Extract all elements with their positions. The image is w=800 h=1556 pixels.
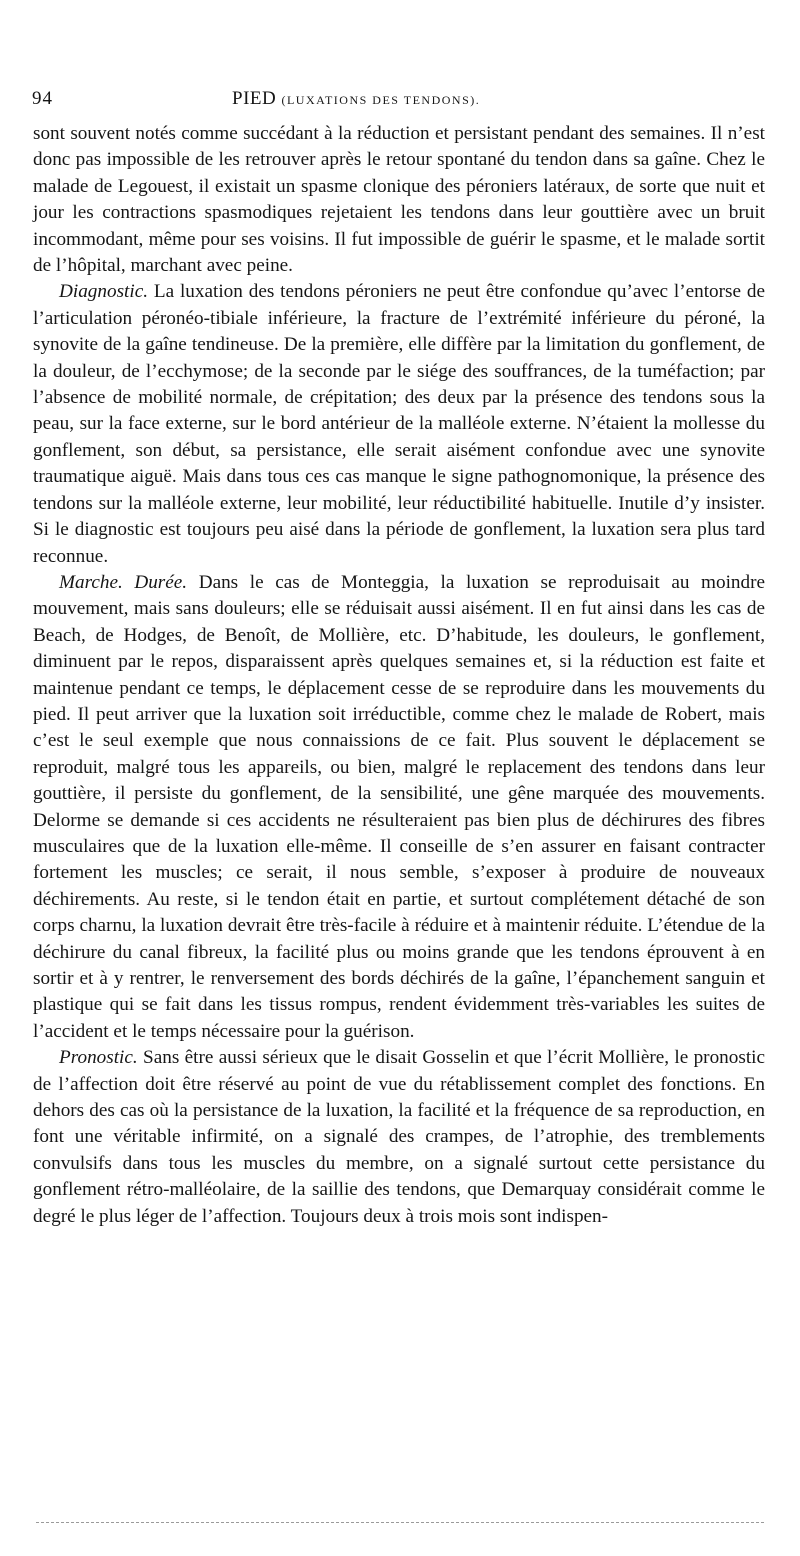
section-heading-diagnostic: Diagnostic.	[59, 281, 149, 303]
paragraph-text: sont souvent notés comme succédant à la réduction et persistant pendant des semaines. Il n’est donc pas impossible de les retrouver après le retour spontané du tendon dans sa gaîne. Chez le malade de Legouest, il existait un spasme clonique des péroniers latéraux, de sorte que nuit et jour les contractions spasmodiques rejetaient les tendons dans leur gouttière avec un bruit incommodant, même pour ses voisins. Il fut impossible de guérir le spasme, et le malade sortit de l’hôpital, marchant avec peine.	[33, 123, 765, 277]
body-text	[33, 121, 765, 1230]
paragraph-text: Sans être aussi sérieux que le disait Gosselin et que l’écrit Mollière, le pronostic de l’affection doit être réservé au point de vue du rétablissement complet des fonctions. En dehors des cas où la persistance de la luxation, la facilité et la fréquence de sa reproduction, en font une véritable infirmité, on a signalé des crampes, de l’atrophie, des tremblements convulsifs dans tous les muscles du membre, on a signalé surtout cette persistance du gonflement rétro-malléolaire, de la saillie des tendons, que Demarquay considérait comme le degré le plus léger de l’affection. Toujours deux à trois mois sont indispen-	[33, 1047, 765, 1227]
page-number: 94	[32, 88, 53, 109]
paragraph-text: Dans le cas de Monteggia, la luxation se reproduisait au moindre mouvement, mais sans douleurs; elle se réduisait aussi aisément. Il en fut ainsi dans les cas de Beach, de Hodges, de Benoît, de Mollière, etc. D’habitude, les douleurs, le gonflement, diminuent par le repos, disparaissent après quelques semaines et, si la réduction est faite et maintenue pendant ce temps, le déplacement cesse de se reproduire dans les mouvements du pied. Il peut arriver que la luxation soit irréductible, comme chez le malade de Robert, mais c’est le seul exemple que nous connaissions de ce fait. Plus souvent le déplacement se reproduit, malgré tous les appareils, ou bien, malgré le replacement des tendons dans leur gouttière, il persiste du gonflement, de la sensibilité, une gêne marquée des mouvements. Delorme se demande si ces accidents ne résulteraient pas bien plus de déchirures des fibres musculaires que de la luxation elle-même. Il conseille de s’en assurer en faisant contracter fortement les muscles; ce serait, il nous semble, s’exposer à produire de nouveaux déchirements. Au reste, si le tendon était en partie, et surtout complétement détaché de son corps charnu, la luxation devrait être très-facile à réduire et à maintenir réduite. L’étendue de la déchirure du canal fibreux, la facilité plus ou moins grande que les tendons éprouvent à en sortir et à y rentrer, le renversement des bords déchirés de la gaîne, l’épanchement sanguin et plastique qui se fait dans les tissus rompus, rendent évidemment très-variables les suites de l’accident et le temps nécessaire pour la guérison.	[33, 571, 765, 1042]
paragraph-text: La luxation des tendons péroniers ne peut être confondue qu’avec l’entorse de l’articulation péronéo-tibiale inférieure, la fracture de l’extrémité inférieure du péroné, la synovite de la gaîne tendineuse. De la première, elle diffère par la limitation du gonflement, de la douleur, de l’ecchymose; de la seconde par le siége des souffrances, de la tuméfaction; par l’absence de mobilité normale, de crépitation; des deux par la présence des tendons sous la peau, sur la face externe, sur le bord antérieur de la malléole externe. N’étaient la mollesse du gonflement, son début, sa persistance, elle serait aisément confondue avec une synovite traumatique aiguë. Mais dans tous ces cas manque le signe pathognomonique, la présence des tendons sur la malléole externe, leur mobilité, leur réductibilité habituelle. Inutile d’y insister. Si le diagnostic est toujours peu aisé dans la période de gonflement, la luxation sera plus tard reconnue.	[33, 281, 765, 567]
paragraph-diagnostic	[33, 279, 765, 569]
running-title	[232, 88, 480, 110]
section-heading-marche-duree: Marche. Durée.	[59, 571, 188, 593]
running-title-main: PIED	[232, 88, 277, 109]
running-header	[32, 88, 768, 112]
running-title-subtitle: (LUXATIONS DES TENDONS).	[281, 93, 481, 107]
section-heading-pronostic: Pronostic.	[59, 1047, 138, 1069]
bottom-divider	[36, 1522, 764, 1523]
paragraph-continuation	[33, 121, 765, 279]
paragraph-pronostic	[33, 1045, 765, 1230]
paragraph-marche-duree	[33, 570, 765, 1045]
